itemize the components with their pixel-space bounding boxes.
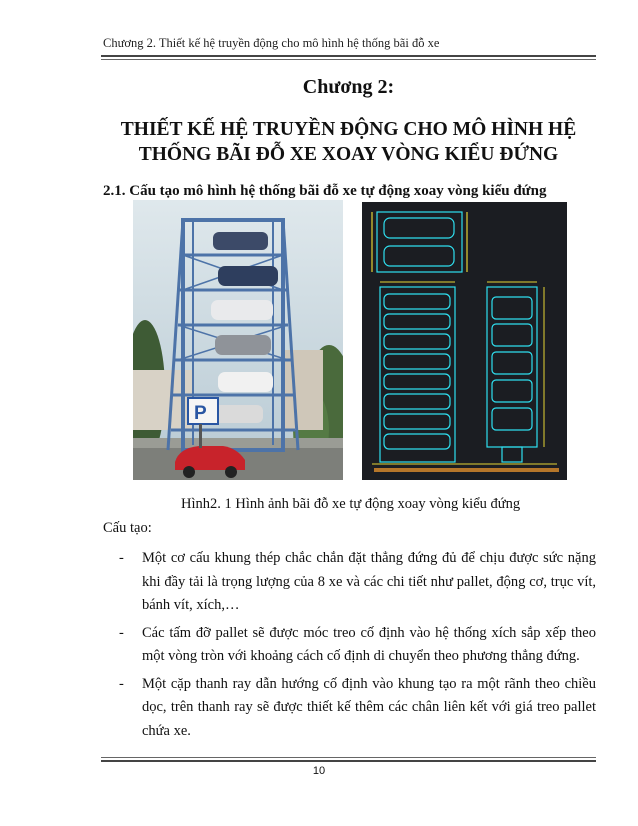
list-item bbox=[103, 622, 596, 669]
chapter-title-line-2: THỐNG BÃI ĐỖ XE XOAY VÒNG KIỂU ĐỨNG bbox=[138, 144, 559, 165]
chapter-label: Chương 2: bbox=[302, 76, 395, 98]
section-heading: 2.1. Cấu tạo mô hình hệ thống bãi đỗ xe tự động xoay vòng kiểu đứng bbox=[103, 183, 547, 199]
bullet-marker: - bbox=[119, 550, 124, 566]
bullet-marker: - bbox=[119, 624, 124, 641]
structure-intro: Cấu tạo: bbox=[103, 520, 152, 536]
cad-drawing bbox=[362, 202, 567, 480]
parking-tower-photo bbox=[133, 200, 343, 480]
bullet-marker: - bbox=[119, 675, 124, 692]
list-item-text: Một cặp thanh ray dẫn hướng cố định vào khung tạo ra một rãnh theo chiều dọc, trên thanh ray sẽ được thiết kế thêm các chân liên kết với giá treo pallet chứa xe. bbox=[142, 675, 596, 739]
header-rule bbox=[101, 55, 596, 57]
list-item bbox=[103, 547, 596, 618]
chapter-title-line-1: THIẾT KẾ HỆ TRUYỀN ĐỘNG CHO MÔ HÌNH HỆ bbox=[120, 119, 577, 140]
structure-list bbox=[103, 547, 596, 747]
parking-sign-text: P bbox=[194, 403, 207, 424]
running-header: Chương 2. Thiết kế hệ truyền động cho mô hình hệ thống bãi đỗ xe bbox=[103, 36, 440, 50]
footer-rule bbox=[101, 760, 596, 762]
list-item-text: Các tấm đỡ pallet sẽ được móc treo cố định vào hệ thống xích sắp xếp theo một vòng tròn với khoảng cách cố định di chuyển theo phương thẳng đứng. bbox=[142, 624, 596, 664]
footer-rule-thin bbox=[101, 757, 596, 758]
page-number: 10 bbox=[312, 765, 326, 777]
chapter-title bbox=[101, 117, 596, 167]
header-rule-thin bbox=[101, 59, 596, 60]
list-item-text: Một cơ cấu khung thép chắc chắn đặt thẳng đứng đủ để chịu được sức nặng khi đầy tải là trọng lượng của 8 xe và các chi tiết như pallet, động cơ, trục vít, bánh vít, xích,… bbox=[142, 550, 596, 613]
list-item bbox=[103, 673, 596, 744]
figure-caption: Hình2. 1 Hình ảnh bãi đỗ xe tự động xoay vòng kiểu đứng bbox=[181, 496, 521, 512]
